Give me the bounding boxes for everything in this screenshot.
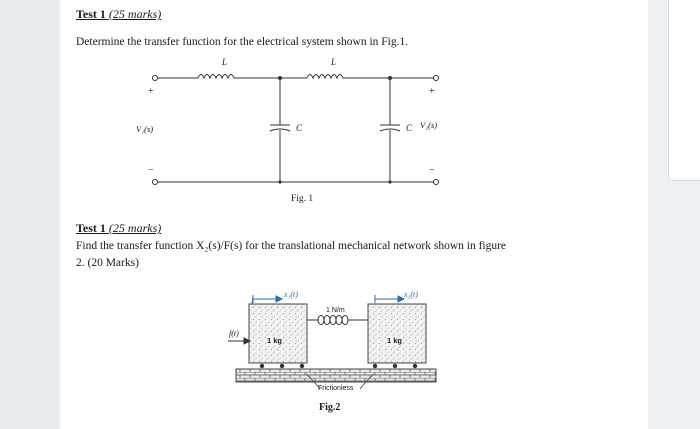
- question2-heading: Test 1 (25 marks): [76, 221, 162, 235]
- input-voltage-label: V₁(s): [136, 124, 154, 134]
- question1-heading: Test 1 (25 marks): [76, 7, 162, 21]
- spring: [307, 316, 368, 325]
- input-plus-sign: +: [148, 86, 154, 97]
- mass-1-label: 1 kg: [267, 336, 283, 345]
- output-voltage-label: V₂(s): [420, 120, 438, 130]
- question2-prompt-line2: 2. (20 Marks): [76, 257, 139, 269]
- mass-1: [249, 304, 307, 363]
- input-minus-sign: −: [148, 165, 154, 176]
- figure1-caption: Fig. 1: [291, 194, 314, 204]
- mass-2: [368, 304, 426, 363]
- spring-constant-label: 1 N/m: [326, 307, 345, 314]
- capacitor-2-label: C: [406, 123, 413, 133]
- x1-label: x₁(t): [284, 290, 298, 299]
- capacitor-1-label: C: [296, 123, 303, 133]
- question2-prompt-line1: Find the transfer function X₂(s)/F(s) for the translational mechanical network shown in figure: [76, 240, 507, 252]
- x2-label: x₂(t): [404, 290, 418, 299]
- figure2-caption: Fig.2: [319, 402, 341, 413]
- force-label: f(t): [229, 329, 239, 338]
- question1-prompt: Determine the transfer function for the electrical system shown in Fig.1.: [76, 36, 409, 48]
- inductor-1-label: L: [222, 57, 228, 67]
- inductor-2-label: L: [331, 57, 337, 67]
- ground-surface: [236, 369, 436, 382]
- mass-2-label: 1 kg: [387, 336, 403, 345]
- frictionless-label: Frictionless: [318, 385, 354, 392]
- output-minus-sign: −: [429, 165, 435, 176]
- output-plus-sign: +: [429, 86, 435, 97]
